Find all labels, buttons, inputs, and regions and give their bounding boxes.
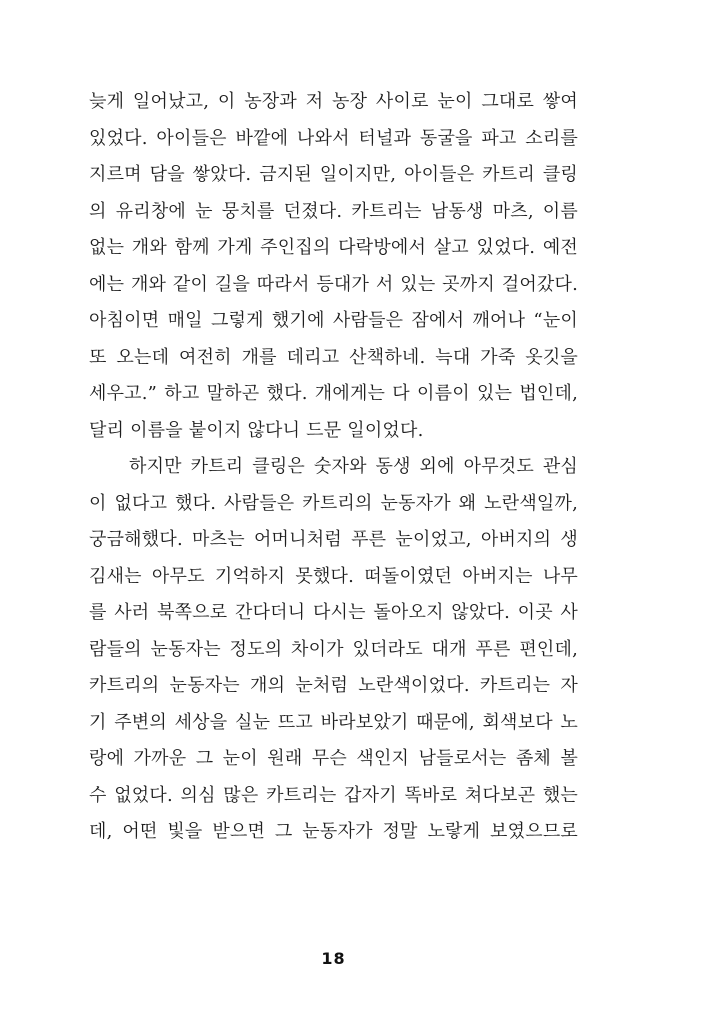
- text-line: 늦게 일어났고, 이 농장과 저 농장 사이로 눈이 그대로 쌓여: [89, 91, 578, 112]
- text-line: 데, 어떤 빛을 받으면 그 눈동자가 정말 노랗게 보였으므로: [89, 821, 578, 842]
- page-text: [89, 84, 578, 851]
- text-line: 있었다. 아이들은 바깥에 나와서 터널과 동굴을 파고 소리를: [89, 127, 578, 149]
- text-line: 없는 개와 함께 가게 주인집의 다락방에서 살고 있었다. 예전: [89, 237, 578, 258]
- text-line: 궁금해했다. 마츠는 어머니처럼 푸른 눈이었고, 아버지의 생: [89, 529, 578, 550]
- paragraph-1: [89, 84, 578, 449]
- text-line: 이 없다고 했다. 사람들은 카트리의 눈동자가 왜 노란색일까,: [89, 492, 578, 514]
- text-line: 지르며 담을 쌓았다. 금지된 일이지만, 아이들은 카트리 클링: [89, 164, 578, 185]
- text-line: 를 사러 북쪽으로 간다더니 다시는 돌아오지 않았다. 이곳 사: [89, 602, 578, 623]
- text-line: 랑에 가까운 그 눈이 원래 무슨 색인지 남들로서는 좀체 볼: [89, 748, 578, 769]
- text-line: 람들의 눈동자는 정도의 차이가 있더라도 대개 푸른 편인데,: [89, 638, 578, 660]
- text-line: 수 없었다. 의심 많은 카트리는 갑자기 똑바로 쳐다보곤 했는: [89, 784, 578, 806]
- text-line: 에는 개와 같이 길을 따라서 등대가 서 있는 곳까지 걸어갔다.: [89, 273, 578, 295]
- text-line: 달리 이름을 붙이지 않다니 드문 일이었다.: [89, 419, 424, 441]
- text-line: 카트리의 눈동자는 개의 눈처럼 노란색이었다. 카트리는 자: [89, 675, 578, 696]
- paragraph-2: [89, 449, 578, 851]
- page-number: 18: [321, 949, 346, 968]
- text-line: 또 오는데 여전히 개를 데리고 산책하네. 늑대 가죽 옷깃을: [89, 346, 578, 368]
- text-line: 의 유리창에 눈 뭉치를 던졌다. 카트리는 남동생 마츠, 이름: [89, 200, 578, 222]
- text-line: 하지만 카트리 클링은 숫자와 동생 외에 아무것도 관심: [129, 456, 578, 477]
- text-line: 김새는 아무도 기억하지 못했다. 떠돌이였던 아버지는 나무: [89, 565, 578, 587]
- text-line: 세우고.” 하고 말하곤 했다. 개에게는 다 이름이 있는 법인데,: [89, 383, 578, 404]
- text-line: 기 주변의 세상을 실눈 뜨고 바라보았기 때문에, 회색보다 노: [89, 711, 578, 733]
- text-line: 아침이면 매일 그렇게 했기에 사람들은 잠에서 깨어나 “눈이: [89, 310, 578, 331]
